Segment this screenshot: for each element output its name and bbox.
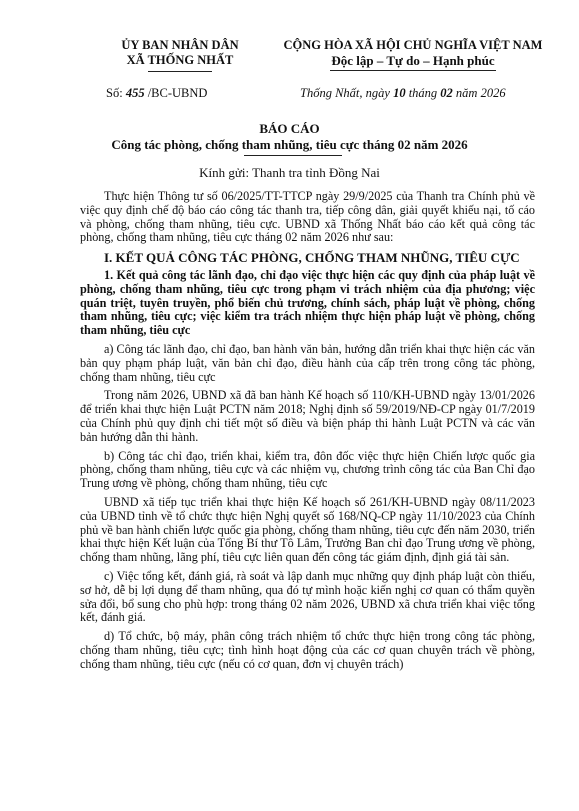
date-prefix: Thống Nhất, ngày: [300, 86, 394, 100]
item-a-heading: a) Công tác lãnh đạo, chỉ đạo, ban hành văn bản, hướng dẫn triển khai thực hiện các văn bản quy phạm pháp luật, văn bản chỉ đạo, điều hành của cấp trên trong công tác phòng, chống tham nhũng, tiêu cực: [80, 341, 535, 384]
title-underline: [244, 155, 342, 156]
report-body: [80, 190, 535, 677]
agency-line-1: ỦY BAN NHÂN DÂN: [121, 38, 239, 52]
item-c-paragraph: c) Việc tổng kết, đánh giá, rà soát và lập danh mục những quy định pháp luật còn thiếu, sơ hở, dễ bị lợi dụng để tham nhũng, qua đó tự mình hoặc kiến nghị cơ quan có thẩm quyền sửa đổi, bổ sung cho phù hợp: trong tháng 02 năm 2026, UBND xã chưa triển khai việc tổng kết, đánh giá.: [80, 568, 535, 625]
item-b-content: UBND xã tiếp tục triển khai thực hiện Kế hoạch số 261/KH-UBND ngày 08/11/2023 của UBND tỉnh về tổ chức thực hiện Nghị quyết số 168/NQ-CP ngày 11/10/2023 của Chính phủ về ban hành chiến lược quốc gia phòng, chống tham nhũng, tiêu cực đến năm 2030, triển khai thực hiện Kết luận của Tổng Bí thư Tô Lâm, Trưởng Ban chỉ đạo Trung ương về phòng, chống tham nhũng, lãng phí, tiêu cực liên quan đến công tác giám định, định giá tài sản.: [80, 494, 535, 565]
document-subject: Công tác phòng, chống tham nhũng, tiêu cực tháng 02 năm 2026: [111, 137, 468, 152]
motto-underline: [330, 70, 496, 71]
agency-underline: [148, 71, 212, 72]
subsection-heading-1: 1. Kết quả công tác lãnh đạo, chỉ đạo việc thực hiện các quy định của pháp luật về phòng, chống tham nhũng, tiêu cực trong phạm vi trách nhiệm của địa phương; việc quán triệt, tuyên truyền, phổ biến chủ trương, chính sách, pháp luật về phòng, chống tham nhũng, tiêu cực; việc kiểm tra trách nhiệm thực hiện pháp luật về phòng, chống tham nhũng, tiêu cực: [80, 267, 535, 338]
nation-name: CỘNG HÒA XÃ HỘI CHỦ NGHĨA VIỆT NAM: [283, 38, 543, 52]
section-heading-1: I. KẾT QUẢ CÔNG TÁC PHÒNG, CHỐNG THAM NHŨNG, TIÊU CỰC: [104, 250, 520, 266]
item-a-content: Trong năm 2026, UBND xã đã ban hành Kế hoạch số 110/KH-UBND ngày 13/01/2026 để triển khai thực hiện Luật PCTN năm 2018; Nghị định số 59/2019/NĐ-CP ngày 01/7/2019 của Chính phủ quy định chi tiết một số điều và biện pháp thi hành Luật PCTN và các văn bản hướng dẫn thi hành.: [80, 388, 535, 444]
intro-paragraph: Thực hiện Thông tư số 06/2025/TT-TTCP ngày 29/9/2025 của Thanh tra Chính phủ về việc quy định chế độ báo cáo công tác thanh tra, tiếp công dân, giải quyết khiếu nại, tố cáo và phòng, chống tham nhũng, tiêu cực. UBND xã Thống Nhất báo cáo kết quả công tác phòng, chống tham nhũng, tiêu cực tháng 02 năm 2026 như sau:: [80, 189, 535, 245]
doc-number-value: 455: [125, 86, 145, 100]
issuing-agency: [80, 38, 280, 72]
date-day: 10: [393, 86, 406, 100]
item-b-heading: b) Công tác chỉ đạo, triển khai, kiểm tra, đôn đốc việc thực hiện Chiến lược quốc gia phòng, chống tham nhũng, tiêu cực và các nhiệm vụ, chương trình công tác của Ban Chỉ đạo Trung ương về phòng, chống tham nhũng, tiêu cực: [80, 448, 535, 491]
doc-number-prefix: Số:: [106, 86, 126, 100]
document-number: [106, 86, 207, 101]
national-header: [262, 38, 564, 71]
agency-line-2: XÃ THỐNG NHẤT: [126, 53, 234, 67]
place-and-date: [300, 86, 506, 101]
date-month-label: tháng: [405, 86, 441, 100]
document-type: BÁO CÁO: [259, 121, 320, 136]
item-d-paragraph: d) Tổ chức, bộ máy, phân công trách nhiệm tổ chức thực hiện trong công tác phòng, chống tham nhũng, tiêu cực; tình hình hoạt động của các cơ quan chuyên trách về phòng, chống tham nhũng, tiêu cực (nếu có cơ quan, đơn vị chuyên trách): [80, 629, 535, 671]
national-motto: Độc lập – Tự do – Hạnh phúc: [331, 53, 495, 68]
date-year: năm 2026: [452, 86, 506, 100]
recipient-line: Kính gửi: Thanh tra tỉnh Đồng Nai: [199, 165, 380, 180]
doc-number-suffix: /BC-UBND: [144, 86, 208, 100]
date-month: 02: [440, 86, 453, 100]
